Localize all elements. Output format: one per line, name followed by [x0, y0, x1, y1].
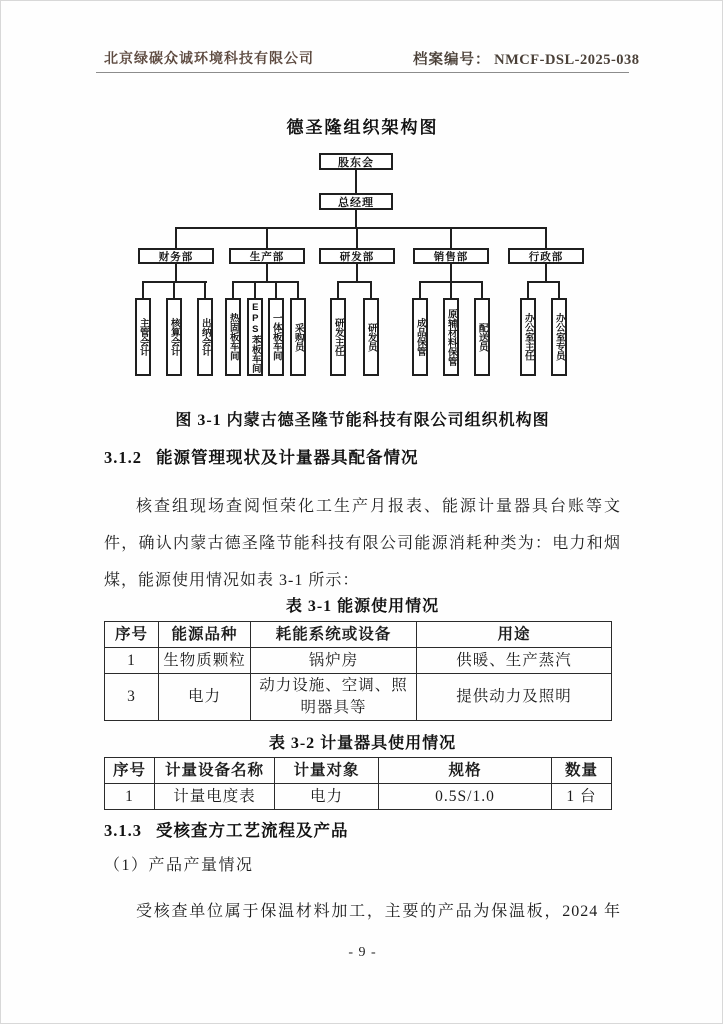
connector-line [356, 227, 358, 248]
connector-line [142, 281, 144, 298]
table-cell: 0.5S/1.0 [379, 784, 552, 810]
column-header: 用途 [417, 622, 612, 648]
connector-line [355, 210, 357, 227]
org-box-rd-staff: 研发员 [363, 298, 379, 376]
org-box-delivery-staff: 配送员 [474, 298, 490, 376]
section-number: 3.1.2 [104, 448, 142, 467]
column-header: 序号 [105, 758, 155, 784]
table-row [105, 674, 612, 721]
table-row [105, 784, 612, 810]
connector-line [545, 227, 547, 248]
org-box-purchaser: 采购员 [290, 298, 306, 376]
connector-line [175, 227, 547, 229]
connector-line [545, 264, 547, 281]
section-heading-313 [104, 817, 621, 841]
org-box-finance-dept: 财务部 [138, 248, 214, 264]
connector-line [450, 227, 452, 248]
org-box-rd-dept: 研发部 [319, 248, 395, 264]
connector-line [232, 281, 299, 283]
org-box-sales-dept: 销售部 [413, 248, 489, 264]
connector-line [173, 281, 175, 298]
subsection-heading: （1）产品产量情况 [104, 857, 254, 874]
column-header: 耗能系统或设备 [251, 622, 417, 648]
org-chart-title: 德圣隆组织架构图 [286, 118, 439, 137]
table-cell: 生物质颗粒 [159, 648, 251, 674]
table2-title: 表 3-2 计量器具使用情况 [268, 735, 457, 752]
org-box-chief-accountant: 主管会计 [135, 298, 151, 376]
page-number: - 9 - [348, 945, 377, 960]
header-company-name: 北京绿碳众诚环境科技有限公司 [104, 52, 314, 67]
section-number: 3.1.3 [104, 821, 142, 840]
connector-line [450, 264, 452, 281]
table-cell: 3 [105, 674, 159, 721]
energy-usage-table [104, 621, 612, 721]
column-header: 数量 [552, 758, 612, 784]
archive-label: 档案编号： [413, 52, 491, 68]
table-header-row [105, 758, 612, 784]
connector-line [370, 281, 372, 298]
connector-line [297, 281, 299, 298]
connector-line [266, 264, 268, 281]
table1-title: 表 3-1 能源使用情况 [285, 598, 440, 615]
org-box-office-clerk: 办公室专员 [551, 298, 567, 376]
org-box-admin-dept: 行政部 [508, 248, 584, 264]
column-header: 规格 [379, 758, 552, 784]
connector-line [481, 281, 483, 298]
connector-line [254, 281, 256, 298]
connector-line [175, 227, 177, 248]
table-cell: 电力 [159, 674, 251, 721]
org-box-production-dept: 生产部 [229, 248, 305, 264]
column-header: 计量设备名称 [155, 758, 275, 784]
org-box-shareholders: 股东会 [319, 153, 393, 170]
org-box-integrated-board-workshop: 一体板车间 [268, 298, 284, 376]
org-box-office-director: 办公室主任 [520, 298, 536, 376]
connector-line [527, 281, 529, 298]
connector-line [355, 170, 357, 193]
org-box-thermoset-workshop: 热固板车间 [225, 298, 241, 376]
connector-line [232, 281, 234, 298]
table-cell: 供暖、生产蒸汽 [417, 648, 612, 674]
section-title: 能源管理现状及计量器具配备情况 [156, 448, 419, 467]
table-row [105, 648, 612, 674]
connector-line [337, 281, 372, 283]
table-cell: 提供动力及照明 [417, 674, 612, 721]
org-box-cashier-accountant: 出纳会计 [197, 298, 213, 376]
paragraph-product-output: 受核查单位属于保温材料加工，主要的产品为保温板，2024 年 [136, 903, 621, 920]
connector-line [275, 281, 277, 298]
column-header: 序号 [105, 622, 159, 648]
connector-line [527, 281, 560, 283]
connector-line [450, 281, 452, 298]
figure-caption: 图 3-1 内蒙古德圣隆节能科技有限公司组织机构图 [175, 412, 550, 429]
column-header: 能源品种 [159, 622, 251, 648]
table-cell: 动力设施、空调、照明器具等 [251, 674, 417, 721]
connector-line [204, 281, 206, 298]
column-header: 计量对象 [275, 758, 379, 784]
paragraph-energy-overview: 核查组现场查阅恒荣化工生产月报表、能源计量器具台账等文件，确认内蒙古德圣隆节能科技有限公司能源消耗种类为：电力和烟煤，能源使用情况如表 3-1 所示： [104, 498, 621, 589]
connector-line [356, 264, 358, 281]
org-box-rd-director: 研发主任 [330, 298, 346, 376]
section-title: 受核查方工艺流程及产品 [156, 821, 349, 840]
table-cell: 1 台 [552, 784, 612, 810]
table-cell: 电力 [275, 784, 379, 810]
table-cell: 1 [105, 784, 155, 810]
section-heading-312 [104, 444, 621, 468]
archive-value: NMCF-DSL-2025-038 [494, 52, 640, 68]
metering-devices-table [104, 757, 612, 810]
connector-line [175, 264, 177, 281]
org-box-general-manager: 总经理 [319, 193, 393, 210]
connector-line [419, 281, 421, 298]
table-cell: 锅炉房 [251, 648, 417, 674]
table-header-row [105, 622, 612, 648]
connector-line [337, 281, 339, 298]
table-cell: 计量电度表 [155, 784, 275, 810]
connector-line [558, 281, 560, 298]
org-box-cost-accountant: 核算会计 [166, 298, 182, 376]
org-box-eps-workshop: EPS苯板车间 [247, 298, 263, 376]
org-box-finished-goods-keeper: 成品保管 [412, 298, 428, 376]
connector-line [266, 227, 268, 248]
table-cell: 1 [105, 648, 159, 674]
org-box-raw-material-keeper: 原辅材料保管 [443, 298, 459, 376]
